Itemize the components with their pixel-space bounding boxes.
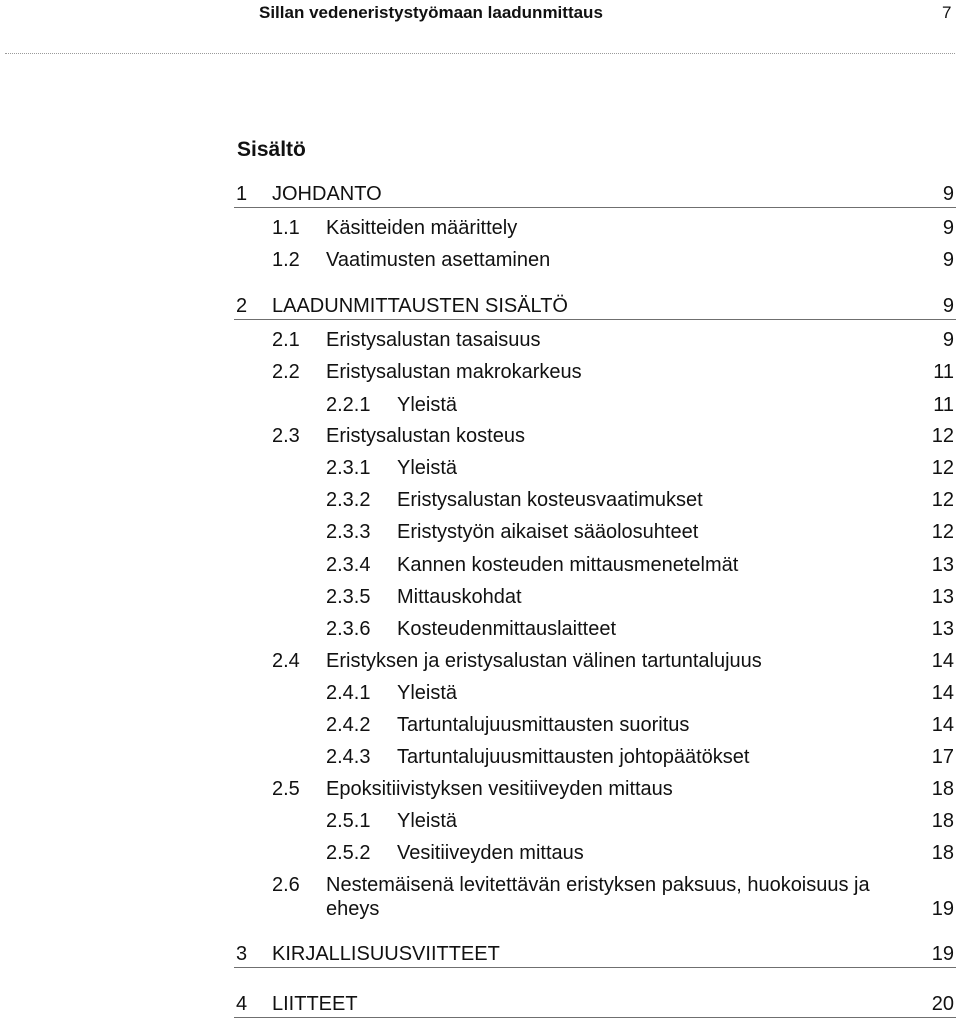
toc-entry-3[interactable] xyxy=(0,942,960,968)
toc-entry-number: 2.3.1 xyxy=(326,457,371,479)
toc-entry-page: 18 xyxy=(931,778,954,800)
toc-entry-page: 11 xyxy=(933,361,954,383)
toc-entry-page: 9 xyxy=(942,217,954,239)
toc-entry-2-3-6[interactable] xyxy=(0,617,960,643)
toc-entry-2-5[interactable] xyxy=(0,777,960,803)
toc-entry-number: 1.2 xyxy=(272,249,300,271)
toc-entry-2-4-3[interactable] xyxy=(0,745,960,771)
toc-entry-page: 17 xyxy=(931,746,954,768)
document-title: Sillan vedeneristystyömaan laadunmittaus xyxy=(259,3,603,22)
toc-entry-number: 2.3.5 xyxy=(326,586,371,608)
section-divider xyxy=(234,967,956,968)
toc-entry-page: 19 xyxy=(931,943,954,965)
toc-entry-page: 12 xyxy=(931,489,954,511)
toc-entry-page: 11 xyxy=(933,394,954,416)
toc-entry-title: Mittauskohdat xyxy=(397,586,522,608)
toc-entry-number: 4 xyxy=(236,993,248,1015)
toc-entry-number: 2.4.3 xyxy=(326,746,371,768)
toc-entry-number: 1.1 xyxy=(272,217,300,239)
toc-entry-number: 1 xyxy=(236,183,248,205)
toc-entry-2-3-5[interactable] xyxy=(0,585,960,611)
toc-entry-2-3-2[interactable] xyxy=(0,488,960,514)
toc-entry-title: LAADUNMITTAUSTEN SISÄLTÖ xyxy=(272,295,568,317)
toc-entry-2-5-1[interactable] xyxy=(0,809,960,835)
toc-entry-title: Eristyksen ja eristysalustan välinen tartuntalujuus xyxy=(326,650,762,672)
toc-entry-number: 2.4 xyxy=(272,650,300,672)
toc-entry-2-2[interactable] xyxy=(0,360,960,386)
toc-entry-title: Tartuntalujuusmittausten suoritus xyxy=(397,714,690,736)
toc-entry-number: 2 xyxy=(236,295,248,317)
toc-entry-page: 14 xyxy=(931,714,954,736)
toc-entry-page: 19 xyxy=(931,898,954,920)
toc-entry-page: 12 xyxy=(931,457,954,479)
toc-entry-title: LIITTEET xyxy=(272,993,358,1015)
toc-entry-number: 2.3.3 xyxy=(326,521,371,543)
toc-entry-number: 2.3.2 xyxy=(326,489,371,511)
toc-entry-number: 2.4.2 xyxy=(326,714,371,736)
toc-entry-number: 2.2 xyxy=(272,361,300,383)
toc-entry-title: Vaatimusten asettaminen xyxy=(326,249,551,271)
toc-entry-2-1[interactable] xyxy=(0,328,960,354)
toc-entry-title: Yleistä xyxy=(397,682,458,704)
toc-entry-page: 13 xyxy=(931,586,954,608)
toc-entry-2-3-1[interactable] xyxy=(0,456,960,482)
toc-entry-number: 2.5.1 xyxy=(326,810,371,832)
toc-entry-title: Eristysalustan makrokarkeus xyxy=(326,361,582,383)
toc-entry-2-4-2[interactable] xyxy=(0,713,960,739)
section-divider xyxy=(234,207,956,208)
toc-entry-title: Eristysalustan kosteus xyxy=(326,425,525,447)
toc-entry-2-3[interactable] xyxy=(0,424,960,450)
toc-entry-title: KIRJALLISUUSVIITTEET xyxy=(272,943,500,965)
toc-entry-number: 2.1 xyxy=(272,329,300,351)
toc-entry-title: Käsitteiden määrittely xyxy=(326,217,518,239)
toc-entry-title: Yleistä xyxy=(397,810,458,832)
toc-entry-number: 2.5 xyxy=(272,778,300,800)
toc-entry-title: Epoksitiivistyksen vesitiiveyden mittaus xyxy=(326,778,673,800)
toc-entry-number: 2.3.6 xyxy=(326,618,371,640)
toc-entry-title: Yleistä xyxy=(397,457,458,479)
toc-entry-page: 9 xyxy=(942,249,954,271)
toc-entry-page: 13 xyxy=(931,618,954,640)
toc-entry-number: 2.6 xyxy=(272,874,300,896)
toc-entry-page: 13 xyxy=(931,554,954,576)
toc-entry-page: 14 xyxy=(931,650,954,672)
toc-entry-page: 9 xyxy=(942,329,954,351)
toc-entry-page: 18 xyxy=(931,810,954,832)
toc-entry-2-3-3[interactable] xyxy=(0,520,960,546)
toc-entry-title: Yleistä xyxy=(397,394,458,416)
toc-entry-title: Eristysalustan tasaisuus xyxy=(326,329,541,351)
toc-entry-title: Kannen kosteuden mittausmenetelmät xyxy=(397,554,739,576)
toc-entry-title: Kosteudenmittauslaitteet xyxy=(397,618,617,640)
toc-entry-title: Eristystyön aikaiset sääolosuhteet xyxy=(397,521,699,543)
toc-entry-page: 18 xyxy=(931,842,954,864)
toc-entry-page: 12 xyxy=(931,425,954,447)
toc-entry-2[interactable] xyxy=(0,294,960,320)
toc-entry-page: 9 xyxy=(942,183,954,205)
toc-entry-title: Tartuntalujuusmittausten johtopäätökset xyxy=(397,746,750,768)
toc-entry-page: 9 xyxy=(942,295,954,317)
toc-entry-page: 12 xyxy=(931,521,954,543)
toc-entry-2-6[interactable] xyxy=(0,873,960,923)
toc-entry-number: 2.3.4 xyxy=(326,554,371,576)
toc-entry-title-continued: eheys xyxy=(326,898,380,920)
page-number: 7 xyxy=(942,3,952,22)
toc-entry-2-2-1[interactable] xyxy=(0,393,960,419)
toc-entry-title: Eristysalustan kosteusvaatimukset xyxy=(397,489,703,511)
toc-entry-page: 14 xyxy=(931,682,954,704)
toc-entry-4[interactable] xyxy=(0,992,960,1018)
toc-entry-number: 3 xyxy=(236,943,248,965)
toc-entry-page: 20 xyxy=(931,993,954,1015)
toc-entry-number: 2.3 xyxy=(272,425,300,447)
toc-entry-title: Vesitiiveyden mittaus xyxy=(397,842,584,864)
toc-entry-number: 2.4.1 xyxy=(326,682,371,704)
section-divider xyxy=(234,319,956,320)
toc-entry-2-3-4[interactable] xyxy=(0,553,960,579)
toc-entry-2-4-1[interactable] xyxy=(0,681,960,707)
toc-entry-2-4[interactable] xyxy=(0,649,960,675)
toc-entry-number: 2.5.2 xyxy=(326,842,371,864)
toc-entry-title: Nestemäisenä levitettävän eristyksen paksuus, huokoisuus ja xyxy=(326,874,870,896)
toc-entry-title: JOHDANTO xyxy=(272,183,382,205)
toc-entry-1-2[interactable] xyxy=(0,248,960,274)
toc-entry-number: 2.2.1 xyxy=(326,394,371,416)
toc-heading: Sisältö xyxy=(237,138,306,161)
section-divider xyxy=(234,1017,956,1018)
toc-entry-1[interactable] xyxy=(0,182,960,208)
toc-entry-2-5-2[interactable] xyxy=(0,841,960,867)
toc-entry-1-1[interactable] xyxy=(0,216,960,242)
